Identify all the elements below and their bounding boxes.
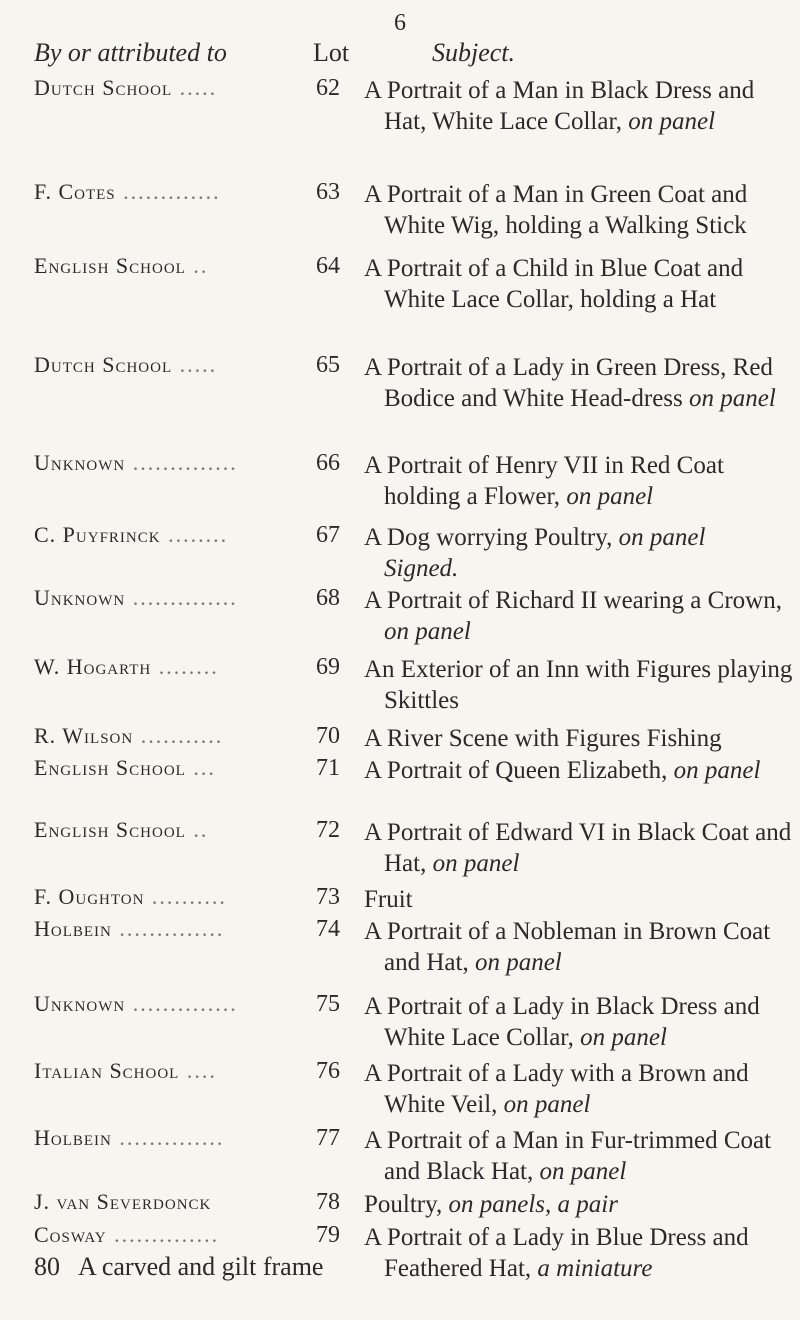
lot-number: 77 xyxy=(316,1125,340,1151)
lot-subject xyxy=(364,585,800,647)
dot-leader: .. xyxy=(185,817,209,842)
lot-subject xyxy=(364,1189,800,1220)
lot-subject xyxy=(364,723,800,754)
final-lot-number: 80 xyxy=(34,1252,60,1281)
dot-leader: ... xyxy=(185,755,216,780)
lot-number: 76 xyxy=(316,1058,340,1084)
artist-name: W. Hogarth xyxy=(34,654,152,679)
dot-leader: .. xyxy=(185,253,209,278)
subject-text: A Portrait of a Lady in Green Dress, Red Bodice and White Head-dress xyxy=(364,354,773,412)
dot-leader: .............. xyxy=(111,1125,225,1150)
header-lot: Lot xyxy=(313,38,350,67)
lot-artist xyxy=(34,450,304,476)
subject-medium: on panel xyxy=(618,524,706,551)
lot-number: 66 xyxy=(316,450,340,476)
subject-medium: on panel xyxy=(432,850,520,877)
subject-text: A Portrait of a Man in Green Coat and White Wig, holding a Walking Stick xyxy=(364,181,748,239)
dot-leader: .............. xyxy=(125,450,238,475)
lot-subject xyxy=(364,450,800,512)
dot-leader: ........... xyxy=(133,723,224,748)
artist-name: Cosway xyxy=(34,1222,107,1247)
lot-subject xyxy=(364,755,800,786)
subject-text: A Portrait of Edward VI in Black Coat and Hat, xyxy=(364,819,792,877)
lot-artist xyxy=(34,352,304,378)
lot-subject xyxy=(364,1058,800,1120)
subject-text: A River Scene with Figures Fishing xyxy=(364,725,722,752)
lot-artist xyxy=(34,1189,304,1215)
lot-number: 70 xyxy=(316,723,340,749)
lot-subject xyxy=(364,916,800,978)
artist-name: F. Cotes xyxy=(34,179,116,204)
subject-medium: a miniature xyxy=(537,1255,653,1282)
lot-number: 65 xyxy=(316,352,340,378)
lot-subject xyxy=(364,1222,800,1284)
dot-leader: .............. xyxy=(106,1222,220,1247)
subject-text: A Dog worrying Poultry, xyxy=(364,524,613,551)
header-subject: Subject. xyxy=(432,38,516,67)
dot-leader: .... xyxy=(179,1058,217,1083)
artist-name: Italian School xyxy=(34,1058,180,1083)
artist-name: Holbein xyxy=(34,1125,112,1150)
subject-text: A Portrait of Henry VII in Red Coat holding a Flower, xyxy=(364,452,724,510)
dot-leader: ............. xyxy=(115,179,221,204)
lot-subject xyxy=(364,352,800,414)
subject-note: Signed. xyxy=(384,555,459,582)
lot-number: 62 xyxy=(316,75,340,101)
lot-artist xyxy=(34,723,304,749)
lot-artist xyxy=(34,884,304,910)
artist-name: Unknown xyxy=(34,585,126,610)
lot-number: 69 xyxy=(316,654,340,680)
subject-medium: on panel xyxy=(539,1158,627,1185)
artist-name: J. van Severdonck xyxy=(34,1189,212,1214)
subject-medium: on panel xyxy=(503,1091,591,1118)
page-number: 6 xyxy=(394,10,406,36)
dot-leader: ..... xyxy=(172,75,218,100)
lot-subject xyxy=(364,253,800,315)
subject-medium: on panel xyxy=(384,618,471,645)
lot-artist xyxy=(34,1058,304,1084)
dot-leader: .............. xyxy=(111,916,225,941)
subject-text: A Portrait of a Lady in Blue Dress and Feathered Hat, xyxy=(364,1224,749,1282)
artist-name: Unknown xyxy=(34,450,126,475)
lot-artist xyxy=(34,1222,304,1248)
subject-text: A Portrait of a Man in Fur-trimmed Coat and Black Hat, xyxy=(364,1127,772,1185)
lot-subject xyxy=(364,1125,800,1187)
lot-number: 64 xyxy=(316,253,340,279)
lot-artist xyxy=(34,179,304,205)
subject-medium: on panel xyxy=(689,385,776,412)
lot-number: 74 xyxy=(316,916,340,942)
subject-text: A Portrait of a Lady with a Brown and White Veil, xyxy=(364,1060,749,1118)
lot-artist xyxy=(34,755,304,781)
lot-number: 63 xyxy=(316,179,340,205)
artist-name: C. Puyfrinck xyxy=(34,522,161,547)
final-lot-subject: A carved and gilt frame xyxy=(78,1252,324,1281)
lot-number: 72 xyxy=(316,817,340,843)
lot-number: 75 xyxy=(316,991,340,1017)
subject-text: A Portrait of a Nobleman in Brown Coat and Hat, xyxy=(364,918,771,976)
subject-text: A Portrait of a Man in Black Dress and Hat, White Lace Collar, xyxy=(364,77,755,135)
subject-medium: on panel xyxy=(628,108,716,135)
subject-medium: on panel xyxy=(566,483,654,510)
lot-subject xyxy=(364,522,800,584)
subject-text: Poultry, xyxy=(364,1191,443,1218)
lot-artist xyxy=(34,916,304,942)
artist-name: Dutch School xyxy=(34,352,173,377)
lot-artist xyxy=(34,75,304,101)
lot-artist xyxy=(34,991,304,1017)
subject-text: A Portrait of a Lady in Black Dress and White Lace Collar, xyxy=(364,993,760,1051)
dot-leader: ........ xyxy=(151,654,219,679)
subject-medium: on panels, a pair xyxy=(448,1191,618,1218)
artist-name: English School xyxy=(34,817,186,842)
lot-subject xyxy=(364,817,800,879)
lot-artist xyxy=(34,1125,304,1151)
subject-medium: on panel xyxy=(474,949,562,976)
lot-artist xyxy=(34,585,304,611)
subject-medium: on panel xyxy=(673,757,761,784)
dot-leader: .............. xyxy=(125,585,238,610)
lot-subject xyxy=(364,179,800,241)
subject-text: Fruit xyxy=(364,886,413,913)
dot-leader: .............. xyxy=(125,991,238,1016)
artist-name: Dutch School xyxy=(34,75,173,100)
artist-name: English School xyxy=(34,755,186,780)
dot-leader: .......... xyxy=(144,884,227,909)
subject-medium: on panel xyxy=(580,1024,667,1051)
artist-name: English School xyxy=(34,253,186,278)
lot-number: 67 xyxy=(316,522,340,548)
lot-artist xyxy=(34,522,304,548)
artist-name: Unknown xyxy=(34,991,126,1016)
artist-name: Holbein xyxy=(34,916,112,941)
lot-subject xyxy=(364,884,800,915)
lot-subject xyxy=(364,654,800,716)
subject-text: A Portrait of Queen Elizabeth, xyxy=(364,757,668,784)
subject-text: A Portrait of Richard II wearing a Crown, xyxy=(364,587,782,614)
lot-number: 73 xyxy=(316,884,340,910)
dot-leader: ........ xyxy=(160,522,229,547)
lot-number: 78 xyxy=(316,1189,340,1215)
header-attributed: By or attributed to xyxy=(34,38,227,67)
artist-name: R. Wilson xyxy=(34,723,134,748)
final-lot xyxy=(34,1252,341,1282)
dot-leader: ..... xyxy=(172,352,218,377)
subject-text: A Portrait of a Child in Blue Coat and White Lace Collar, holding a Hat xyxy=(364,255,744,313)
artist-name: F. Oughton xyxy=(34,884,145,909)
lot-number: 79 xyxy=(316,1222,340,1248)
lot-artist xyxy=(34,817,304,843)
lot-artist xyxy=(34,654,304,680)
lot-number: 71 xyxy=(316,755,340,781)
lot-artist xyxy=(34,253,304,279)
lot-number: 68 xyxy=(316,585,340,611)
subject-text: An Exterior of an Inn with Figures playing Skittles xyxy=(364,656,793,714)
lot-subject xyxy=(364,75,800,137)
lot-subject xyxy=(364,991,800,1053)
